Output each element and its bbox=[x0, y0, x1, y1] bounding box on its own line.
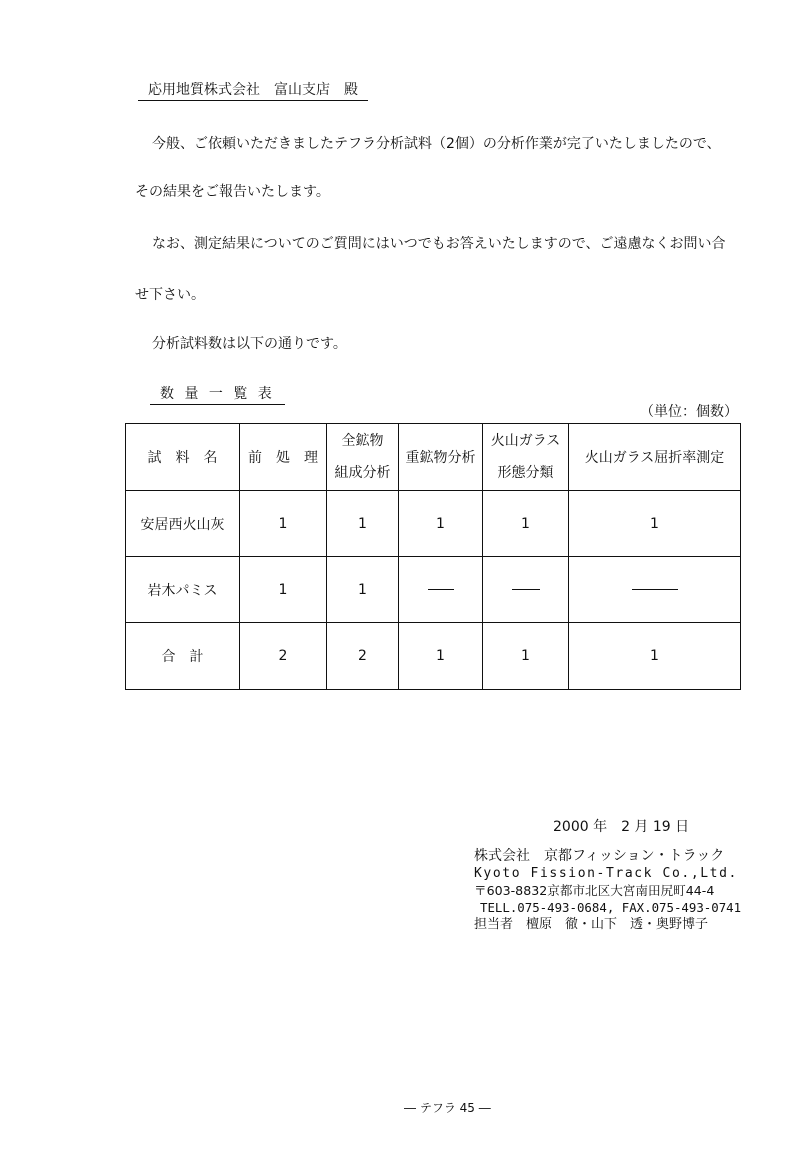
dash-mark bbox=[428, 589, 454, 590]
header-glass-shape-line2: 形態分類 bbox=[497, 465, 554, 481]
company-block bbox=[474, 848, 742, 933]
cell-total-label: 合 計 bbox=[126, 623, 240, 690]
table-title: 数 量 一 覧 表 bbox=[150, 383, 285, 405]
header-sample: 試 料 名 bbox=[126, 424, 240, 491]
cell-heavy-mineral: 1 bbox=[399, 623, 483, 690]
paragraph2-line1: なお、測定結果についてのご質問にはいつでもお答えいたしますので、ご遠慮なくお問い合 bbox=[152, 236, 726, 252]
paragraph3: 分析試料数は以下の通りです。 bbox=[152, 336, 347, 352]
company-staff: 担当者 檀原 徹・山下 透・奥野博子 bbox=[474, 917, 709, 932]
quantity-table bbox=[125, 423, 741, 690]
unit-note: （単位：個数） bbox=[640, 404, 738, 420]
cell-sample-name: 岩木パミス bbox=[126, 557, 240, 623]
cell-heavy-mineral-empty bbox=[399, 557, 483, 623]
document-date: 2000 年 2 月 19 日 bbox=[553, 819, 690, 835]
cell-pretreatment: 2 bbox=[240, 623, 327, 690]
header-whole-mineral-line2: 組成分析 bbox=[334, 465, 391, 481]
cell-whole-mineral: 1 bbox=[327, 491, 399, 557]
cell-glass-shape-empty bbox=[483, 557, 569, 623]
table-row bbox=[126, 491, 741, 557]
addressee: 応用地質株式会社 富山支店 殿 bbox=[138, 79, 368, 101]
cell-sample-name: 安居西火山灰 bbox=[126, 491, 240, 557]
cell-glass-shape: 1 bbox=[483, 491, 569, 557]
dash-mark bbox=[632, 589, 678, 590]
header-glass-refractive: 火山ガラス屈折率測定 bbox=[569, 424, 741, 491]
company-name-en: Kyoto Fission-Track Co.,Ltd. bbox=[474, 866, 738, 881]
page-footer: ― テフラ 45 ― bbox=[404, 1101, 491, 1115]
cell-heavy-mineral: 1 bbox=[399, 491, 483, 557]
cell-glass-shape: 1 bbox=[483, 623, 569, 690]
cell-glass-refractive: 1 bbox=[569, 491, 741, 557]
cell-pretreatment: 1 bbox=[240, 557, 327, 623]
cell-glass-refractive: 1 bbox=[569, 623, 741, 690]
paragraph2-line2: せ下さい。 bbox=[135, 287, 205, 303]
table-header-row bbox=[126, 424, 741, 491]
header-whole-mineral bbox=[327, 424, 399, 491]
header-heavy-mineral: 重鉱物分析 bbox=[399, 424, 483, 491]
paragraph1-line1: 今般、ご依頼いただきましたテフラ分析試料（2個）の分析作業が完了いたしましたので、 bbox=[152, 136, 721, 152]
cell-pretreatment: 1 bbox=[240, 491, 327, 557]
company-name-ja: 株式会社 京都フィッション・トラック bbox=[474, 848, 725, 864]
company-address: 〒603-8832京都市北区大宮南田尻町44-4 bbox=[474, 883, 715, 898]
company-phone-fax: TELL.075-493-0684, FAX.075-493-0741 bbox=[480, 900, 742, 915]
header-glass-shape bbox=[483, 424, 569, 491]
cell-glass-refractive-empty bbox=[569, 557, 741, 623]
paragraph1-line2: その結果をご報告いたします。 bbox=[135, 184, 330, 200]
header-pretreatment: 前 処 理 bbox=[240, 424, 327, 491]
cell-whole-mineral: 2 bbox=[327, 623, 399, 690]
header-glass-shape-line1: 火山ガラス bbox=[490, 433, 561, 449]
dash-mark bbox=[512, 589, 540, 590]
table-row bbox=[126, 557, 741, 623]
header-whole-mineral-line1: 全鉱物 bbox=[341, 433, 384, 449]
cell-whole-mineral: 1 bbox=[327, 557, 399, 623]
table-row-total bbox=[126, 623, 741, 690]
